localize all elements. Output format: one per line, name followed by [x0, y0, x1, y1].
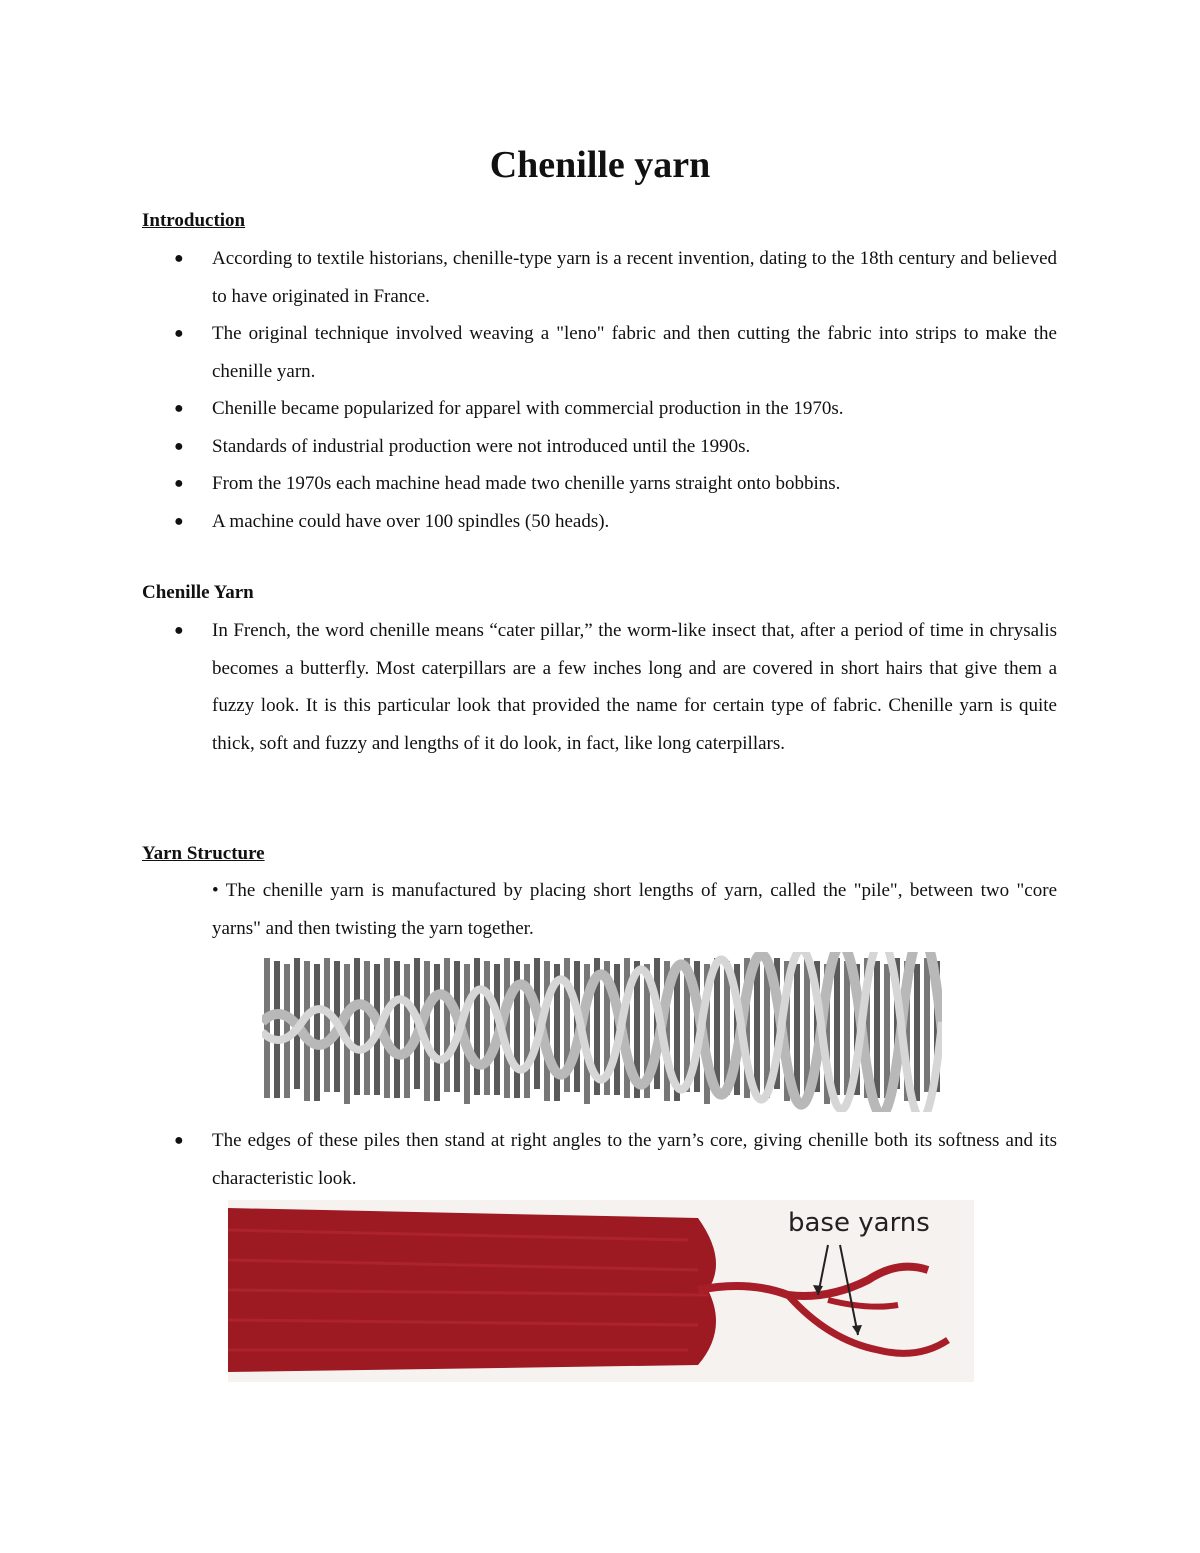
pile-strand: [924, 958, 930, 1092]
list-item: [172, 1122, 1057, 1197]
list-item-text: In French, the word chenille means “cater pillar,” the worm-like insect that, after a period of time in chrysalis becomes a butterfly. Most caterpillars are a few inches long and are covered in short hairs that give them a fuzzy look. It is this particular look that provided the name for certain type of fabric. Chenille yarn is quite thick, soft and fuzzy and lengths of it do look, in fact, like long caterpillars.: [212, 620, 1057, 754]
bullet-icon: ●: [174, 512, 184, 530]
pile-strand: [804, 958, 810, 1092]
list-item-text: According to textile historians, chenille-type yarn is a recent invention, dating to the 18th century and believed to have originated in France.: [212, 248, 1057, 307]
pile-strand: [914, 964, 920, 1101]
list-item-text: From the 1970s each machine head made two chenille yarns straight onto bobbins.: [212, 473, 841, 494]
bullet-icon: ●: [174, 400, 184, 417]
introduction-bullet-list: [172, 240, 1057, 540]
list-item-text: The edges of these piles then stand at right angles to the yarn’s core, giving chenille both its softness and its characteristic look.: [212, 1130, 1057, 1189]
list-item: [172, 315, 1057, 390]
list-item: [172, 465, 1057, 503]
pile-strand: [324, 958, 330, 1092]
pile-strand: [364, 961, 370, 1095]
pile-strand: [354, 958, 360, 1095]
chenille-yarn-photo: [228, 1200, 974, 1382]
section-heading-introduction: Introduction: [142, 210, 246, 231]
bullet-icon: ●: [174, 1132, 184, 1149]
pile-strand: [884, 964, 890, 1098]
base-yarns-label: base yarns: [788, 1208, 930, 1238]
pile-strand: [874, 961, 880, 1098]
bullet-icon: ●: [174, 475, 184, 492]
pile-strand: [484, 961, 490, 1095]
pile-strand: [284, 964, 290, 1098]
pile-strand: [474, 958, 480, 1095]
bullet-icon: ●: [174, 437, 184, 455]
pile-strand: [264, 958, 270, 1098]
pile-strand: [434, 964, 440, 1101]
pile-strand: [844, 961, 850, 1095]
chenille-bullet-list: [172, 612, 1057, 762]
list-item: [172, 240, 1057, 315]
bullet-icon: ●: [174, 250, 184, 267]
pile-strand: [754, 961, 760, 1098]
list-item-text: A machine could have over 100 spindles (50 heads).: [212, 510, 610, 532]
list-item: [172, 390, 1057, 428]
list-item: [172, 428, 1057, 466]
pile-core-diagram-image: [262, 952, 942, 1112]
bullet-icon: ●: [174, 325, 184, 342]
list-item-text: Standards of industrial production were not introduced until the 1990s.: [212, 435, 751, 457]
list-item-text: The original technique involved weaving a "leno" fabric and then cutting the fabric into strips to make the chenille yarn.: [212, 323, 1057, 382]
pile-strand: [834, 958, 840, 1095]
list-item: [172, 612, 1057, 762]
bullet-icon: ●: [174, 622, 184, 639]
section-heading-yarn-structure: Yarn Structure: [142, 843, 265, 864]
pile-strand: [444, 958, 450, 1092]
pile-strand: [314, 964, 320, 1101]
section-heading-chenille-yarn: Chenille Yarn: [142, 582, 254, 603]
yarn-structure-paragraph: • The chenille yarn is manufactured by placing short lengths of yarn, called the "pile", between two "core yarns" and then twisting the yarn together.: [212, 880, 1057, 939]
pile-strand: [404, 964, 410, 1098]
yarn-structure-bullet-list: [172, 1122, 1057, 1197]
document-title: Chenille yarn: [489, 144, 711, 186]
pile-strand: [394, 961, 400, 1098]
pile-strand: [274, 961, 280, 1098]
list-item: [172, 503, 1057, 541]
list-item-text: Chenille became popularized for apparel with commercial production in the 1970s.: [212, 398, 844, 419]
